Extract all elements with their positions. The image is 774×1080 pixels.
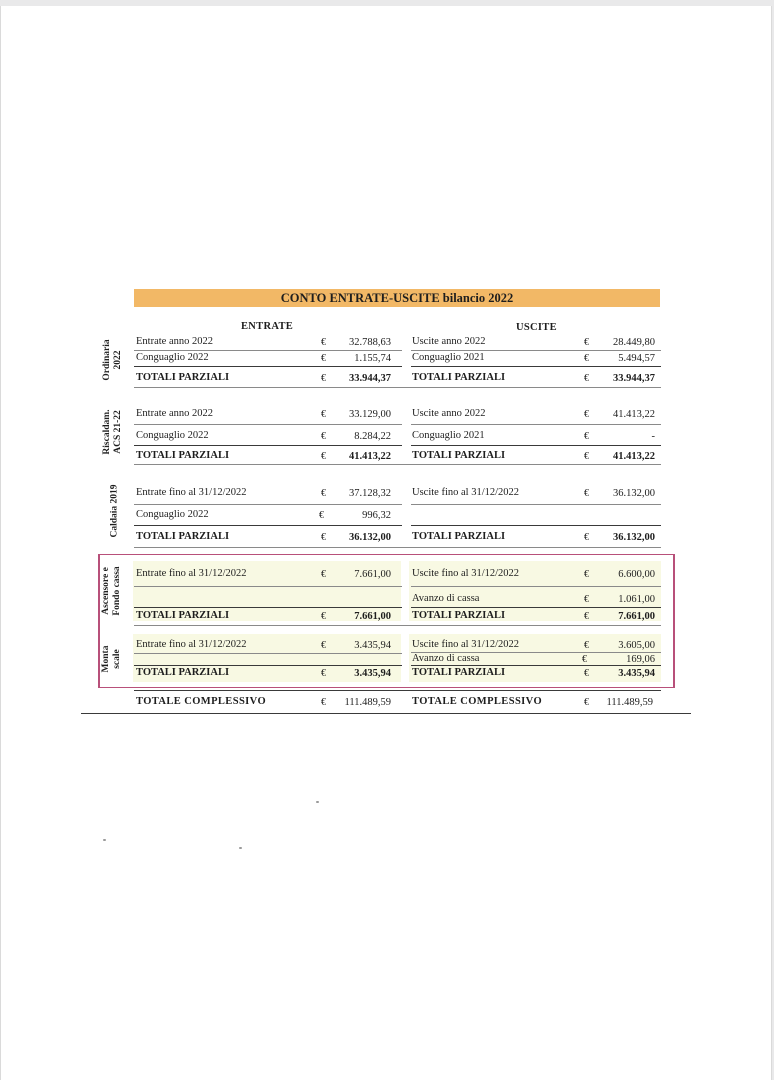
- euro-sign: €: [584, 532, 589, 543]
- scan-speck: [239, 847, 242, 849]
- expense-column-header: USCITE: [516, 322, 557, 333]
- row-rule: [134, 653, 402, 654]
- row-rule: [134, 586, 402, 587]
- income-total-amount: 33.944,37: [349, 373, 391, 384]
- euro-sign: €: [584, 569, 589, 580]
- row-rule: [411, 665, 661, 666]
- expense-row-label: Conguaglio 2021: [412, 352, 485, 363]
- partial-total-label: TOTALI PARZIALI: [412, 531, 506, 542]
- expense-row-label: Conguaglio 2021: [412, 430, 485, 441]
- expense-total-amount: 41.413,22: [613, 451, 655, 462]
- income-row-amount: 7.661,00: [354, 569, 391, 580]
- partial-total-label: TOTALI PARZIALI: [136, 610, 230, 621]
- partial-total-label: TOTALI PARZIALI: [136, 372, 230, 383]
- euro-sign: €: [321, 353, 326, 364]
- euro-sign: €: [321, 697, 326, 708]
- row-rule: [411, 504, 661, 505]
- euro-sign: €: [321, 611, 326, 622]
- expense-row-label: Uscite fino al 31/12/2022: [412, 487, 520, 498]
- income-column-header: ENTRATE: [241, 321, 294, 332]
- expense-row-label: Avanzo di cassa: [412, 593, 480, 604]
- income-row-amount: 33.129,00: [349, 409, 391, 420]
- euro-sign: €: [584, 668, 589, 679]
- row-rule: [134, 607, 402, 608]
- expense-row-amount: 5.494,57: [618, 353, 655, 364]
- row-rule: [134, 625, 661, 626]
- row-rule: [411, 525, 661, 526]
- row-rule: [134, 504, 402, 505]
- row-rule: [134, 690, 661, 691]
- row-rule: [411, 652, 661, 653]
- row-rule: [134, 445, 402, 446]
- expense-total-amount: 7.661,00: [618, 611, 655, 622]
- euro-sign: €: [582, 654, 587, 665]
- euro-sign: €: [321, 668, 326, 679]
- expense-total-amount: 33.944,37: [613, 373, 655, 384]
- row-rule: [411, 445, 661, 446]
- section-label-caldaia: Caldaia 2019: [109, 484, 120, 538]
- income-total-amount: 36.132,00: [349, 532, 391, 543]
- partial-total-label: TOTALI PARZIALI: [412, 610, 506, 621]
- income-total-amount: 41.413,22: [349, 451, 391, 462]
- expense-row-label: Uscite fino al 31/12/2022: [412, 639, 520, 650]
- grand-total-label: TOTALE COMPLESSIVO: [412, 696, 543, 707]
- euro-sign: €: [321, 337, 326, 348]
- section-label-riscaldamento: Riscaldam. ACS 21-22: [102, 409, 123, 455]
- section-label-ordinaria: Ordinaria 2022: [102, 339, 123, 381]
- euro-sign: €: [584, 337, 589, 348]
- euro-sign: €: [584, 451, 589, 462]
- income-row-amount: 996,32: [362, 510, 391, 521]
- euro-sign: €: [321, 431, 326, 442]
- grand-total-expense: 111.489,59: [606, 697, 653, 708]
- income-total-amount: 7.661,00: [354, 611, 391, 622]
- income-row-label: Entrate anno 2022: [136, 336, 213, 347]
- row-rule: [411, 424, 661, 425]
- income-row-amount: 3.435,94: [354, 640, 391, 651]
- euro-sign: €: [321, 640, 326, 651]
- partial-total-label: TOTALI PARZIALI: [136, 667, 230, 678]
- row-rule: [134, 424, 402, 425]
- euro-sign: €: [584, 640, 589, 651]
- euro-sign: €: [584, 488, 589, 499]
- section-label-monta-scale: Monta scale: [101, 645, 122, 673]
- row-rule: [134, 464, 661, 465]
- grand-total-income: 111.489,59: [344, 697, 391, 708]
- row-rule: [134, 547, 661, 548]
- euro-sign: €: [584, 409, 589, 420]
- euro-sign: €: [584, 373, 589, 384]
- section-label-ascensore: Ascensore e Fondo cassa: [101, 566, 122, 616]
- euro-sign: €: [321, 409, 326, 420]
- income-row-label: Entrate fino al 31/12/2022: [136, 639, 247, 650]
- row-rule: [134, 350, 402, 351]
- income-row-label: Conguaglio 2022: [136, 509, 209, 520]
- euro-sign: €: [321, 488, 326, 499]
- expense-row-amount: 41.413,22: [613, 409, 655, 420]
- expense-row-label: Avanzo di cassa: [412, 653, 480, 664]
- expense-row-amount: 36.132,00: [613, 488, 655, 499]
- income-row-label: Entrate fino al 31/12/2022: [136, 568, 247, 579]
- income-row-label: Entrate fino al 31/12/2022: [136, 487, 247, 498]
- income-row-amount: 32.788,63: [349, 337, 391, 348]
- row-rule: [411, 607, 661, 608]
- euro-sign: €: [321, 532, 326, 543]
- row-rule: [134, 366, 402, 367]
- euro-sign: €: [319, 510, 324, 521]
- row-rule: [134, 387, 661, 388]
- income-row-label: Conguaglio 2022: [136, 352, 209, 363]
- income-row-label: Conguaglio 2022: [136, 430, 209, 441]
- scan-speck: [316, 801, 319, 803]
- row-rule: [411, 366, 661, 367]
- partial-total-label: TOTALI PARZIALI: [136, 450, 230, 461]
- income-row-amount: 1.155,74: [354, 353, 391, 364]
- document-page: [0, 6, 772, 1080]
- expense-row-label: Uscite anno 2022: [412, 336, 486, 347]
- expense-row-amount: 6.600,00: [618, 569, 655, 580]
- euro-sign: €: [321, 451, 326, 462]
- expense-row-amount: 28.449,80: [613, 337, 655, 348]
- expense-row-amount: -: [651, 431, 655, 442]
- expense-total-amount: 3.435,94: [618, 668, 655, 679]
- euro-sign: €: [584, 697, 589, 708]
- expense-row-amount: 169,06: [626, 654, 655, 665]
- income-row-amount: 37.128,32: [349, 488, 391, 499]
- partial-total-label: TOTALI PARZIALI: [136, 531, 230, 542]
- euro-sign: €: [584, 431, 589, 442]
- partial-total-label: TOTALI PARZIALI: [412, 372, 506, 383]
- income-row-amount: 8.284,22: [354, 431, 391, 442]
- euro-sign: €: [584, 611, 589, 622]
- euro-sign: €: [321, 569, 326, 580]
- euro-sign: €: [584, 353, 589, 364]
- expense-row-label: Uscite fino al 31/12/2022: [412, 568, 520, 579]
- partial-total-label: TOTALI PARZIALI: [412, 667, 506, 678]
- row-rule: [134, 665, 402, 666]
- row-rule: [134, 525, 402, 526]
- scan-speck: [103, 839, 106, 841]
- expense-row-label: Uscite anno 2022: [412, 408, 486, 419]
- report-title-banner: CONTO ENTRATE-USCITE bilancio 2022: [134, 289, 660, 307]
- partial-total-label: TOTALI PARZIALI: [412, 450, 506, 461]
- bottom-rule: [81, 713, 691, 714]
- row-rule: [411, 586, 661, 587]
- income-row-label: Entrate anno 2022: [136, 408, 213, 419]
- expense-row-amount: 3.605,00: [618, 640, 655, 651]
- euro-sign: €: [584, 594, 589, 605]
- grand-total-label: TOTALE COMPLESSIVO: [136, 696, 267, 707]
- expense-row-amount: 1.061,00: [618, 594, 655, 605]
- euro-sign: €: [321, 373, 326, 384]
- income-total-amount: 3.435,94: [354, 668, 391, 679]
- row-rule: [411, 350, 661, 351]
- expense-total-amount: 36.132,00: [613, 532, 655, 543]
